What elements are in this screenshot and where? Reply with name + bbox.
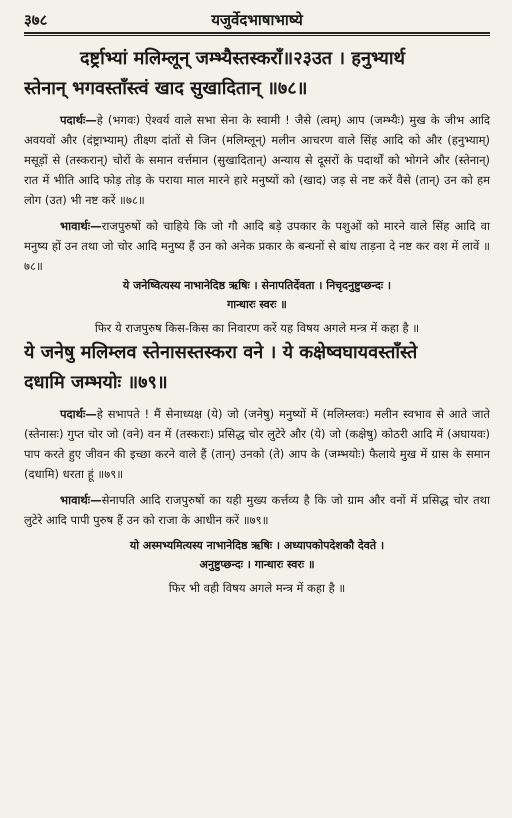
page-header [24,0,490,30]
mantra-78 [24,44,490,104]
rishi-devata-79-line-2: गान्धारः स्वरः ॥ [227,298,287,311]
page-number: ३७८ [24,11,48,29]
bhavartha-label: भावार्थः— [60,493,102,507]
padartha-79-text: हे सभापते ! मैं सेनाध्यक्ष (ये) जो (जनेषु) मनुष्यों में (मलिम्लवः) मलीन स्वभाव से आते जाते (स्तेनासः) गुप्त चोर जो (वने) वन में (तस्कराः) प्रसिद्ध चोर लुटेरे और (ये) जो (कक्षेषु) कोठरी आदि में (अघायवः) पाप करते हुए जीवन की इच्छा करने वाले हैं (तान्) उनको (ते) आप के (जम्भयोः) फैलाये मुख में ग्रास के समान (दधामि) धरता हूं ॥७९॥ [24,407,490,481]
padartha-label: पदार्थः— [60,407,97,421]
bhavartha-78 [24,216,490,276]
rishi-devata-80-line-1: यो अस्मभ्यमित्यस्य नाभानेदिष्ठ ऋषिः । अध्यापकोपदेशकौ देवते । [129,539,385,552]
padartha-79 [24,404,490,484]
mantra-79-line-1: ये जनेषु मलिम्लव स्तेनासस्तस्करा वने । ये कक्षेष्वघायवस्ताँस्ते [24,342,418,363]
mantra-79-line-2: दधामि जम्भयोः ॥७९॥ [24,372,168,393]
padartha-78-text: हे (भगवः) ऐश्वर्य वाले सभा सेना के स्वामी ! जैसे (त्वम्) आप (जम्भ्यैः) मुख के जीभ आदि अवयवों और (दंष्ट्राभ्याम्) तीक्ष्ण दांतों से जिन (मलिम्लून्) मलीन आचरण वाले सिंह आदि को और (हनुभ्याम्) मसूड़ों से (तस्करान्) चोरों के समान वर्त्तमान (सुखादितान्) अन्याय से दूसरों के पदार्थों को भोगने और (स्तेनान्) रात में भीति आदि फोड़ तोड़ के पराया माल मारने हारे मनुष्यों को (खाद) जड़ से नष्ट करें वैसे (तान्) उन को हम लोग (उत) भी नष्ट करें ॥७८॥ [24,113,490,207]
padartha-label: पदार्थः— [60,113,97,127]
rishi-devata-80 [24,536,490,574]
bhavartha-79 [24,490,490,530]
bhavartha-78-text: राजपुरुषों को चाहिये कि जो गौ आदि बड़े उपकार के पशुओं को मारने वाले सिंह आदि वा मनुष्य हों उन तथा जो चोर आदि मनुष्य हैं उन को अनेक प्रकार के बन्धनों से बांध ताड़ना दे नष्ट कर वश में लावें ॥७८॥ [24,219,490,273]
padartha-78 [24,110,490,210]
header-rule [24,32,490,36]
bhavartha-79-text: सेनापति आदि राजपुरुषों का यही मुख्य कर्त्तव्य है कि जो ग्राम और वनों में प्रसिद्ध चोर तथा लुटेरे आदि पापी पुरुष हैं उन को राजा के आधीन करें ॥७९॥ [24,493,490,527]
rishi-devata-80-line-2: अनुष्टुप्छन्दः । गान्धारः स्वरः ॥ [199,558,315,571]
intro-79: फिर ये राजपुरुष किस-किस का निवारण करें यह विषय अगले मन्त्र में कहा है ॥ [94,321,420,335]
rishi-devata-79-line-1: ये जनेष्वित्यस्य नाभानेदिष्ठ ऋषिः । सेनापतिर्देवता । निचृदनुष्टुप्छन्दः । [122,279,392,292]
running-title: यजुर्वेदभाषाभाष्ये [211,11,303,29]
mantra-78-line-1: दर्ष्ट्राभ्यां मलिम्लून् जम्भ्यैस्तस्कराँ॥२३उत । हनुभ्यार्थ [80,48,406,69]
mantra-78-line-2: स्तेनान् भगवस्ताँस्त्वं खाद सुखादितान् ॥७८॥ [24,78,308,99]
mantra-79 [24,338,490,398]
bhavartha-label: भावार्थः— [60,219,102,233]
intro-80: फिर भी वही विषय अगले मन्त्र में कहा है ॥ [168,581,346,595]
rishi-devata-79 [24,276,490,314]
